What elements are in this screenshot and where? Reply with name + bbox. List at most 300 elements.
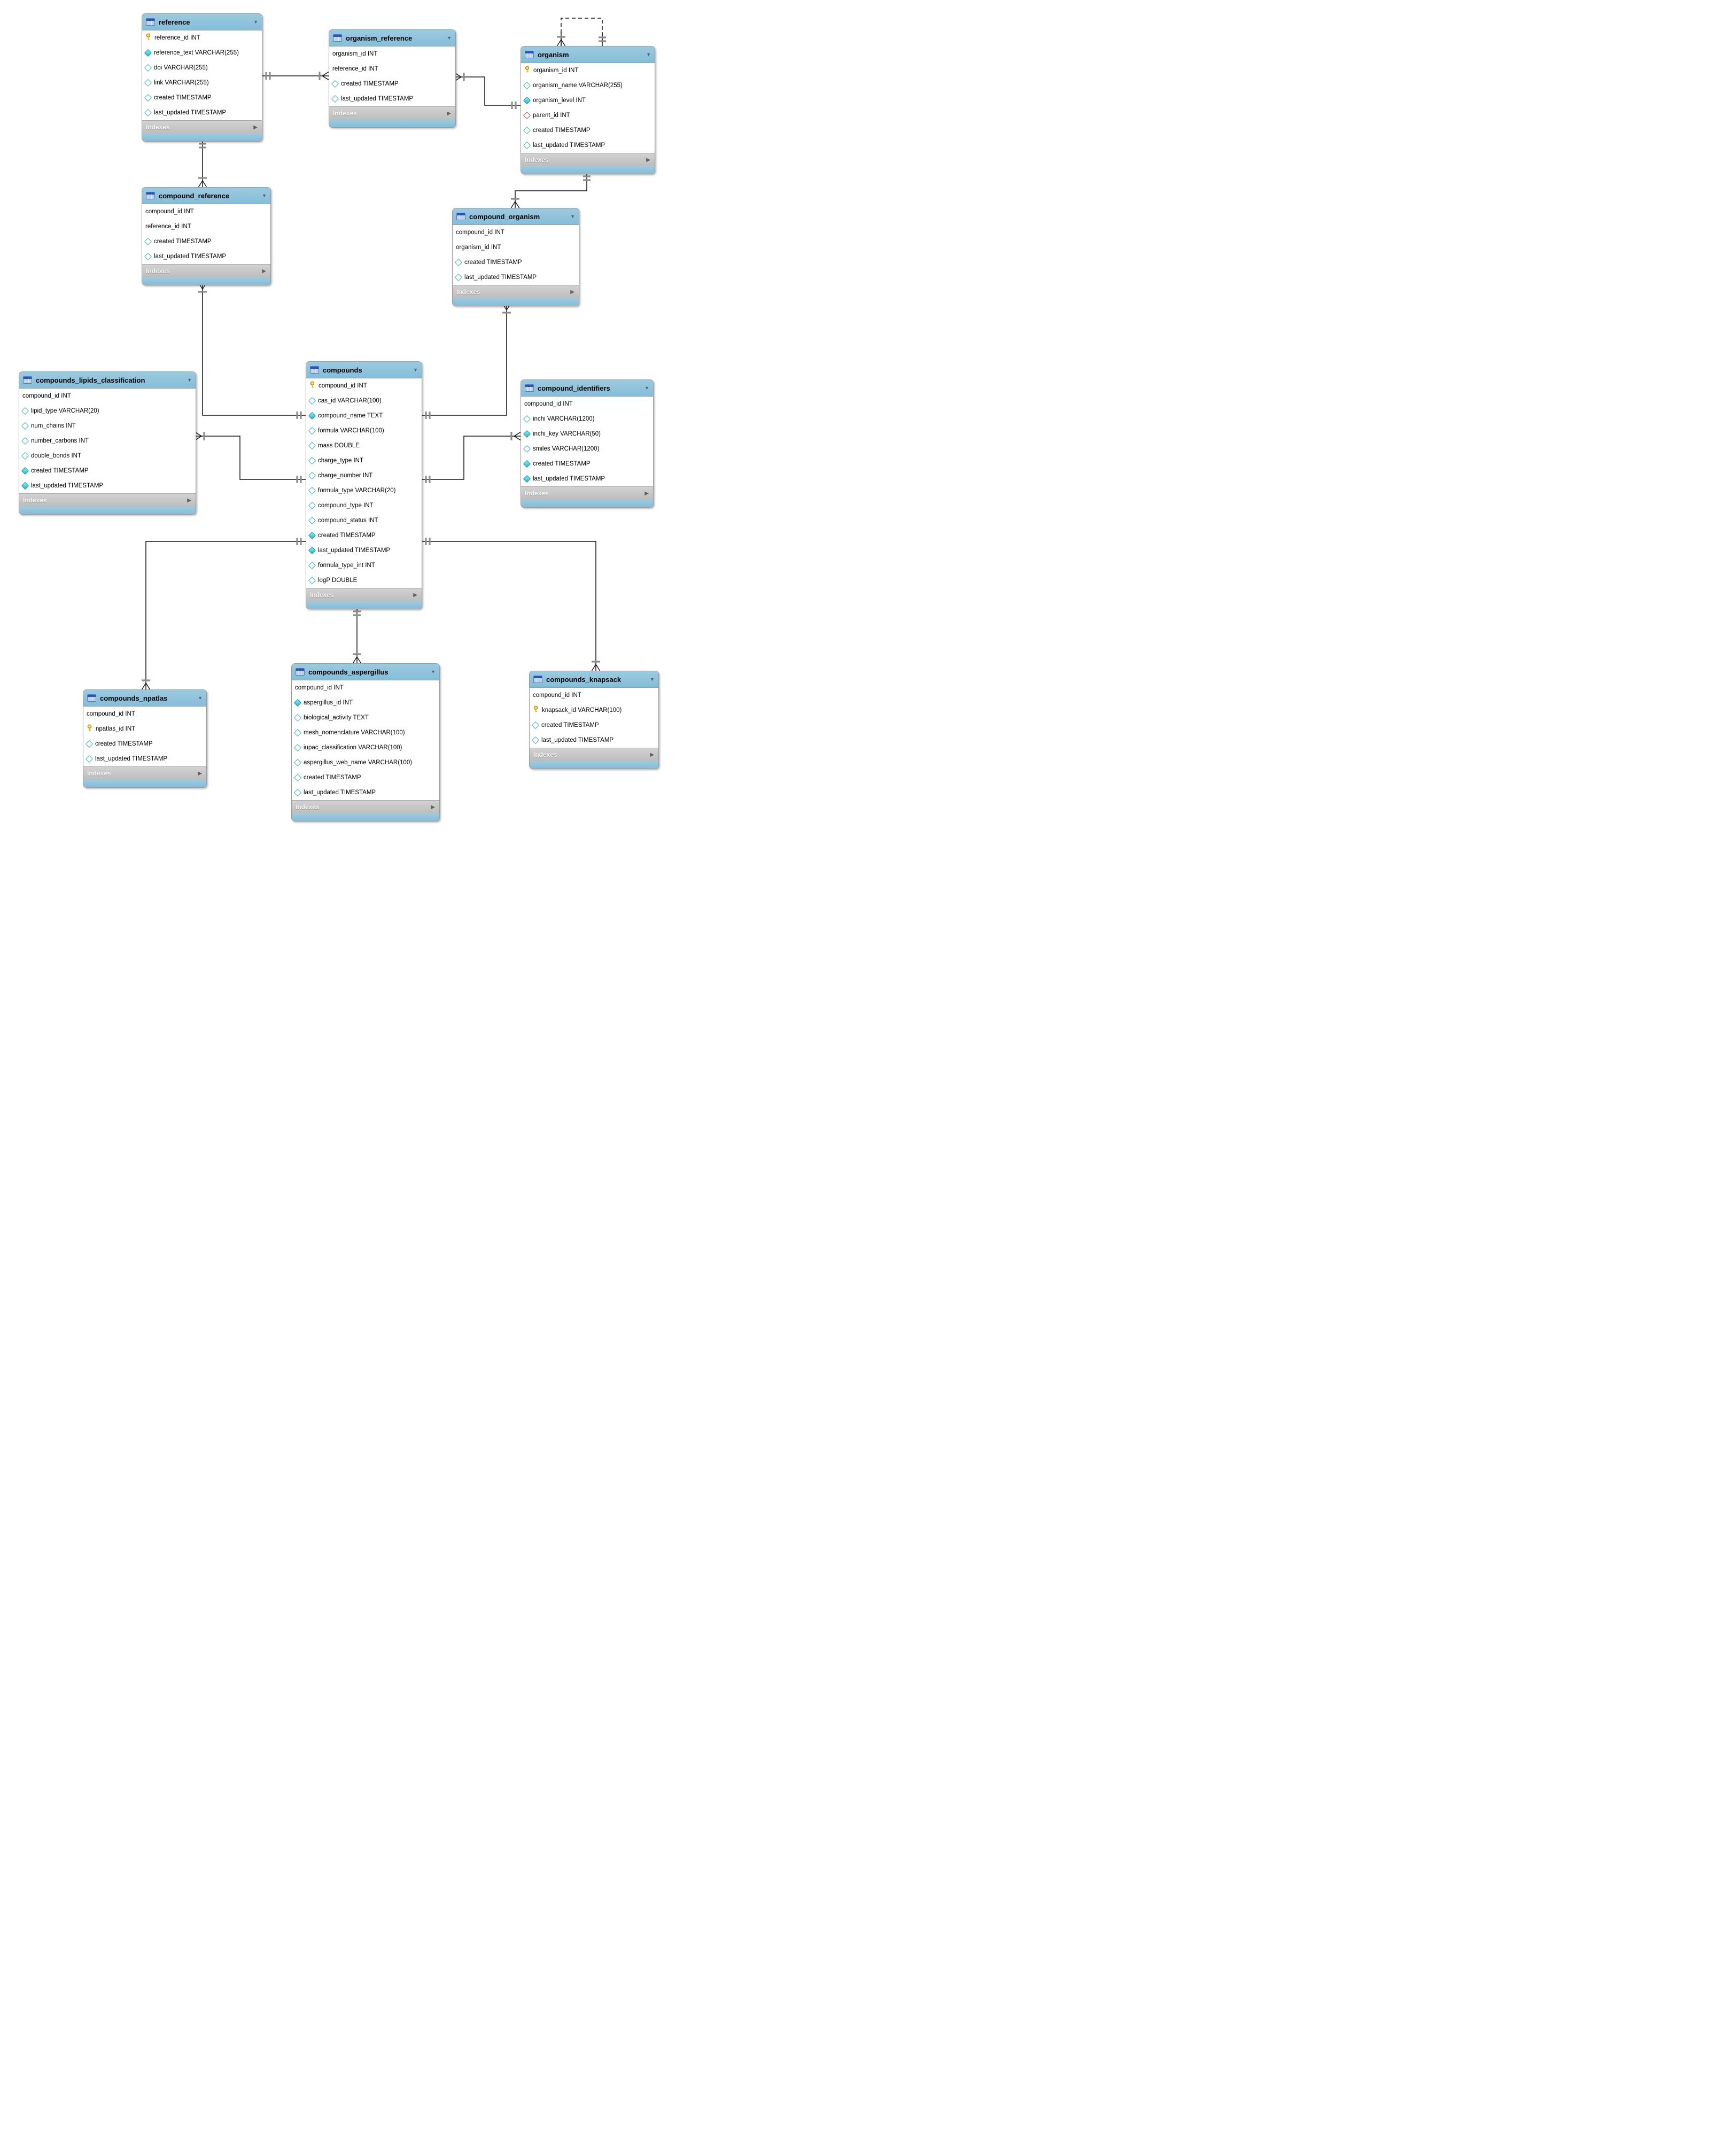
collapse-triangle-icon[interactable]: ▼ — [198, 695, 203, 701]
table-footer-band — [142, 134, 262, 141]
table-icon — [533, 676, 542, 683]
column-row — [453, 255, 579, 270]
table-compound_organism — [452, 208, 579, 306]
table-compounds_npatlas — [83, 689, 207, 788]
nullable-column-icon — [331, 80, 339, 88]
column-label: last_updated TIMESTAMP — [318, 547, 391, 554]
table-header-compounds[interactable] — [306, 362, 422, 378]
expand-arrow-icon: ▶ — [447, 110, 451, 117]
column-row — [306, 573, 422, 588]
table-columns — [19, 389, 196, 493]
nullable-column-icon — [523, 415, 531, 423]
column-row — [19, 478, 196, 493]
column-label: created TIMESTAMP — [464, 259, 522, 266]
expand-arrow-icon: ▶ — [253, 124, 258, 130]
table-title: compounds_lipids_classification — [36, 376, 145, 384]
table-columns — [292, 680, 439, 800]
relationship-compounds-compounds_aspergillus[interactable] — [353, 607, 361, 663]
indexes-label: Indexes — [310, 591, 334, 599]
column-row — [521, 63, 655, 78]
table-columns — [306, 378, 422, 588]
nullable-column-icon — [532, 722, 539, 729]
column-label: created TIMESTAMP — [341, 81, 399, 87]
column-row — [530, 733, 658, 748]
table-header-compounds_npatlas[interactable] — [83, 690, 206, 707]
indexes-label: Indexes — [525, 490, 549, 497]
column-row — [521, 412, 653, 426]
table-columns — [329, 46, 455, 106]
column-row — [83, 722, 206, 736]
column-row — [306, 498, 422, 513]
column-row — [83, 751, 206, 766]
column-label: created TIMESTAMP — [95, 741, 153, 747]
column-row — [521, 78, 655, 93]
notnull-column-icon — [21, 467, 29, 475]
table-title: organism_reference — [346, 34, 413, 42]
column-label: organism_id INT — [332, 51, 378, 57]
column-row — [521, 456, 653, 471]
column-row — [292, 725, 439, 740]
table-title: compounds_aspergillus — [308, 668, 389, 676]
column-label: compound_id INT — [456, 229, 504, 236]
column-row — [142, 219, 270, 234]
column-row — [19, 389, 196, 404]
column-label: num_chains INT — [31, 423, 76, 429]
table-title: compounds — [323, 366, 362, 374]
column-row — [306, 543, 422, 558]
column-row — [329, 91, 455, 106]
indexes-label: Indexes — [87, 770, 111, 777]
nullable-column-icon — [308, 442, 316, 449]
column-row — [329, 46, 455, 61]
table-compound_identifiers — [521, 379, 654, 508]
column-row — [530, 703, 658, 718]
table-title: compound_reference — [159, 191, 230, 200]
column-row — [306, 408, 422, 423]
table-icon — [23, 376, 32, 384]
table-header-compound_reference[interactable] — [142, 188, 270, 204]
indexes-row[interactable] — [530, 748, 658, 761]
column-label: parent_id INT — [533, 112, 570, 119]
column-row — [521, 93, 655, 108]
column-row — [306, 558, 422, 573]
column-label: aspergillus_id INT — [304, 700, 353, 706]
column-label: organism_name VARCHAR(255) — [533, 82, 623, 89]
primary-key-icon — [533, 705, 539, 716]
column-row — [453, 225, 579, 240]
table-header-compounds_lipids_classification[interactable] — [19, 372, 196, 389]
primary-key-icon — [524, 66, 530, 76]
nullable-column-icon — [308, 397, 316, 405]
column-label: created TIMESTAMP — [31, 468, 89, 474]
table-footer-band — [142, 277, 270, 285]
column-label: reference_id INT — [332, 66, 378, 72]
column-row — [521, 397, 653, 412]
table-icon — [146, 18, 155, 26]
column-label: charge_number INT — [318, 472, 373, 479]
indexes-row[interactable] — [19, 493, 196, 507]
column-row — [142, 45, 262, 60]
column-label: compound_status INT — [318, 517, 378, 524]
notnull-column-icon — [21, 482, 29, 490]
nullable-column-icon — [308, 427, 316, 435]
indexes-label: Indexes — [525, 156, 549, 164]
table-footer-band — [329, 120, 455, 127]
relationship-organism_reference-organism[interactable] — [455, 73, 521, 109]
column-row — [142, 105, 262, 120]
table-icon — [87, 694, 96, 702]
column-label: reference_text VARCHAR(255) — [154, 50, 239, 56]
primary-key-icon — [309, 381, 315, 391]
column-label: last_updated TIMESTAMP — [31, 483, 104, 489]
table-title: compound_identifiers — [538, 384, 610, 392]
relationship-reference-compound_reference[interactable] — [198, 139, 207, 187]
table-icon — [525, 384, 534, 392]
column-label: doi VARCHAR(255) — [154, 65, 208, 71]
primary-key-icon — [145, 33, 151, 43]
nullable-column-icon — [86, 740, 93, 748]
column-label: compound_name TEXT — [318, 413, 383, 419]
column-row — [19, 463, 196, 478]
relationship-compounds-compounds_knapsack[interactable] — [421, 538, 600, 671]
column-row — [292, 680, 439, 695]
column-label: last_updated TIMESTAMP — [95, 756, 168, 762]
table-title: compound_organism — [469, 212, 540, 221]
nullable-column-icon — [523, 127, 531, 134]
nullable-column-icon — [523, 82, 531, 89]
table-footer-band — [292, 813, 439, 821]
collapse-triangle-icon[interactable]: ▼ — [650, 677, 655, 682]
eer-diagram-canvas — [0, 0, 663, 825]
notnull-column-icon — [523, 97, 531, 104]
column-label: last_updated TIMESTAMP — [341, 96, 414, 102]
column-row — [521, 138, 655, 153]
expand-arrow-icon: ▶ — [570, 289, 574, 295]
column-row — [521, 108, 655, 123]
column-row — [530, 718, 658, 733]
relationship-reference-organism_reference[interactable] — [261, 72, 329, 80]
table-reference — [142, 13, 262, 142]
relationship-organism-compound_organism[interactable] — [511, 172, 591, 208]
indexes-label: Indexes — [456, 288, 480, 296]
table-compound_reference — [142, 187, 271, 285]
column-label: last_updated TIMESTAMP — [541, 737, 614, 743]
nullable-column-icon — [21, 452, 29, 460]
table-footer-band — [521, 500, 653, 507]
column-row — [306, 423, 422, 438]
nullable-column-icon — [144, 109, 152, 117]
column-label: smiles VARCHAR(1200) — [533, 446, 600, 452]
column-label: npatlas_id INT — [96, 726, 136, 732]
expand-arrow-icon: ▶ — [650, 751, 654, 758]
column-label: iupac_classification VARCHAR(100) — [304, 744, 402, 751]
indexes-label: Indexes — [23, 497, 47, 504]
nullable-column-icon — [308, 562, 316, 569]
expand-arrow-icon: ▶ — [198, 770, 202, 777]
indexes-row[interactable] — [521, 486, 653, 500]
nullable-column-icon — [308, 577, 316, 584]
table-header-organism[interactable] — [521, 46, 655, 63]
column-row — [521, 123, 655, 138]
table-compounds_aspergillus — [291, 663, 440, 821]
nullable-column-icon — [294, 789, 301, 796]
column-row — [142, 204, 270, 219]
table-header-reference[interactable] — [142, 14, 262, 30]
column-row — [306, 393, 422, 408]
table-icon — [296, 668, 305, 676]
column-label: last_updated TIMESTAMP — [304, 789, 376, 796]
nullable-column-icon — [144, 238, 152, 245]
indexes-row[interactable] — [142, 264, 270, 277]
table-columns — [142, 30, 262, 120]
relationship-compounds-compounds_npatlas[interactable] — [142, 538, 306, 689]
nullable-column-icon — [294, 729, 301, 736]
column-row — [19, 448, 196, 463]
table-footer-band — [306, 601, 422, 609]
column-row — [292, 755, 439, 770]
expand-arrow-icon: ▶ — [262, 268, 266, 274]
collapse-triangle-icon[interactable]: ▼ — [644, 385, 649, 391]
nullable-column-icon — [294, 774, 301, 781]
nullable-column-icon — [455, 274, 462, 281]
collapse-triangle-icon[interactable]: ▼ — [646, 52, 651, 57]
table-header-compound_organism[interactable] — [453, 208, 579, 225]
column-label: link VARCHAR(255) — [154, 80, 209, 86]
column-label: organism_level INT — [533, 97, 586, 104]
column-row — [292, 785, 439, 800]
column-row — [306, 513, 422, 528]
column-label: created TIMESTAMP — [154, 238, 212, 245]
collapse-triangle-icon[interactable]: ▼ — [431, 669, 436, 674]
table-organism — [521, 46, 655, 174]
column-row — [453, 240, 579, 255]
nullable-column-icon — [294, 714, 301, 722]
column-row — [329, 61, 455, 76]
notnull-column-icon — [294, 699, 301, 707]
table-title: organism — [538, 50, 569, 59]
nullable-column-icon — [308, 472, 316, 479]
column-label: created TIMESTAMP — [304, 774, 361, 781]
column-row — [292, 710, 439, 725]
table-icon — [310, 366, 319, 374]
column-row — [142, 60, 262, 75]
column-row — [521, 441, 653, 456]
column-label: last_updated TIMESTAMP — [154, 253, 227, 260]
indexes-label: Indexes — [146, 123, 170, 131]
table-header-compound_identifiers[interactable] — [521, 380, 653, 397]
table-columns — [453, 225, 579, 285]
nullable-column-icon — [294, 759, 301, 766]
foreign-key-column-icon — [523, 112, 531, 119]
table-icon — [456, 213, 465, 220]
column-label: compound_type INT — [318, 502, 374, 509]
indexes-row[interactable] — [83, 766, 206, 780]
column-label: created TIMESTAMP — [318, 532, 376, 539]
nullable-column-icon — [532, 736, 539, 744]
column-row — [306, 483, 422, 498]
column-row — [453, 270, 579, 285]
column-row — [521, 426, 653, 441]
column-label: compound_id INT — [22, 393, 71, 399]
column-row — [19, 433, 196, 448]
column-label: created TIMESTAMP — [154, 95, 212, 101]
column-label: knapsack_id VARCHAR(100) — [542, 707, 622, 714]
notnull-column-icon — [523, 430, 531, 438]
column-row — [142, 90, 262, 105]
expand-arrow-icon: ▶ — [646, 157, 650, 163]
nullable-column-icon — [523, 445, 531, 453]
column-row — [292, 770, 439, 785]
nullable-column-icon — [331, 95, 339, 103]
column-row — [530, 688, 658, 703]
indexes-row[interactable] — [142, 120, 262, 134]
collapse-triangle-icon[interactable]: ▼ — [187, 377, 192, 383]
nullable-column-icon — [144, 79, 152, 87]
table-icon — [333, 34, 342, 42]
relationship-compounds_lipids_classification-compounds[interactable] — [195, 432, 306, 483]
column-label: mass DOUBLE — [318, 443, 360, 449]
expand-arrow-icon: ▶ — [431, 804, 435, 810]
column-row — [142, 30, 262, 45]
column-row — [306, 438, 422, 453]
notnull-column-icon — [523, 460, 531, 468]
column-label: formula_type VARCHAR(20) — [318, 487, 396, 494]
nullable-column-icon — [144, 253, 152, 260]
collapse-triangle-icon[interactable]: ▼ — [413, 367, 418, 373]
primary-key-icon — [87, 724, 92, 734]
column-label: reference_id INT — [145, 223, 191, 230]
nullable-column-icon — [308, 502, 316, 509]
column-label: created TIMESTAMP — [533, 127, 591, 134]
column-label: organism_id INT — [533, 67, 579, 74]
column-label: compound_id INT — [319, 383, 367, 389]
column-label: compound_id INT — [295, 685, 344, 691]
column-label: number_carbons INT — [31, 438, 89, 444]
notnull-column-icon — [308, 532, 316, 539]
column-label: created TIMESTAMP — [533, 461, 591, 467]
nullable-column-icon — [21, 422, 29, 430]
nullable-column-icon — [86, 755, 93, 763]
indexes-row[interactable] — [329, 106, 455, 120]
nullable-column-icon — [294, 744, 301, 751]
table-organism_reference — [329, 29, 456, 128]
column-label: formula VARCHAR(100) — [318, 428, 384, 434]
indexes-row[interactable] — [453, 285, 579, 298]
indexes-label: Indexes — [296, 803, 320, 811]
notnull-column-icon — [308, 412, 316, 420]
table-footer-band — [521, 166, 655, 174]
collapse-triangle-icon[interactable]: ▼ — [253, 19, 258, 25]
column-label: logP DOUBLE — [318, 577, 358, 584]
notnull-column-icon — [144, 49, 152, 57]
expand-arrow-icon: ▶ — [413, 592, 417, 598]
table-header-compounds_aspergillus[interactable] — [292, 664, 439, 680]
column-row — [306, 378, 422, 393]
column-label: last_updated TIMESTAMP — [533, 476, 605, 482]
column-label: organism_id INT — [456, 244, 501, 251]
relationship-compound_organism-compounds[interactable] — [421, 304, 511, 419]
nullable-column-icon — [455, 259, 462, 266]
notnull-column-icon — [523, 475, 531, 483]
nullable-column-icon — [308, 517, 316, 524]
relationship-compound_identifiers-compounds[interactable] — [421, 432, 521, 483]
column-label: cas_id VARCHAR(100) — [318, 398, 382, 404]
table-footer-band — [453, 298, 579, 306]
column-row — [521, 471, 653, 486]
table-title: compounds_knapsack — [546, 675, 622, 684]
table-footer-band — [530, 761, 658, 769]
column-label: aspergillus_web_name VARCHAR(100) — [304, 759, 413, 766]
column-row — [83, 736, 206, 751]
table-columns — [521, 63, 655, 153]
column-row — [83, 707, 206, 722]
column-row — [142, 249, 270, 264]
nullable-column-icon — [308, 487, 316, 494]
column-label: compound_id INT — [533, 692, 581, 699]
column-label: last_updated TIMESTAMP — [533, 142, 605, 149]
table-columns — [83, 707, 206, 766]
column-label: compound_id INT — [87, 711, 135, 717]
relationship-compound_reference-compounds[interactable] — [198, 283, 306, 419]
column-row — [19, 404, 196, 418]
indexes-row[interactable] — [292, 800, 439, 813]
column-row — [306, 453, 422, 468]
table-compounds_lipids_classification — [19, 371, 196, 515]
column-label: last_updated TIMESTAMP — [464, 274, 537, 281]
nullable-column-icon — [144, 94, 152, 102]
column-row — [306, 528, 422, 543]
collapse-triangle-icon[interactable]: ▼ — [447, 35, 452, 41]
table-title: compounds_npatlas — [100, 694, 168, 702]
column-label: created TIMESTAMP — [541, 722, 599, 728]
column-label: biological_activity TEXT — [304, 715, 369, 721]
nullable-column-icon — [21, 437, 29, 445]
table-icon — [525, 51, 534, 58]
column-label: inchi_key VARCHAR(50) — [533, 431, 601, 437]
column-row — [306, 468, 422, 483]
indexes-label: Indexes — [533, 751, 557, 758]
column-label: last_updated TIMESTAMP — [154, 110, 227, 116]
column-label: compound_id INT — [145, 208, 194, 215]
table-columns — [142, 204, 270, 264]
indexes-label: Indexes — [333, 110, 357, 117]
collapse-triangle-icon[interactable]: ▼ — [570, 214, 575, 219]
column-label: lipid_type VARCHAR(20) — [31, 408, 99, 414]
column-label: mesh_nomenclature VARCHAR(100) — [304, 730, 405, 736]
nullable-column-icon — [21, 407, 29, 415]
expand-arrow-icon: ▶ — [644, 490, 649, 497]
expand-arrow-icon: ▶ — [187, 497, 191, 503]
indexes-row[interactable] — [521, 153, 655, 166]
column-label: double_bonds INT — [31, 453, 81, 459]
table-header-organism_reference[interactable] — [329, 30, 455, 46]
collapse-triangle-icon[interactable]: ▼ — [262, 193, 267, 198]
table-columns — [521, 397, 653, 486]
relationship-organism-organism[interactable] — [557, 18, 606, 46]
table-compounds_knapsack — [529, 671, 659, 769]
column-row — [142, 75, 262, 90]
indexes-row[interactable] — [306, 588, 422, 601]
column-label: compound_id INT — [524, 401, 573, 407]
column-row — [329, 76, 455, 91]
nullable-column-icon — [308, 457, 316, 464]
column-row — [292, 740, 439, 755]
column-row — [19, 418, 196, 433]
column-row — [292, 695, 439, 710]
table-header-compounds_knapsack[interactable] — [530, 671, 658, 688]
nullable-column-icon — [523, 142, 531, 149]
table-footer-band — [19, 507, 196, 514]
